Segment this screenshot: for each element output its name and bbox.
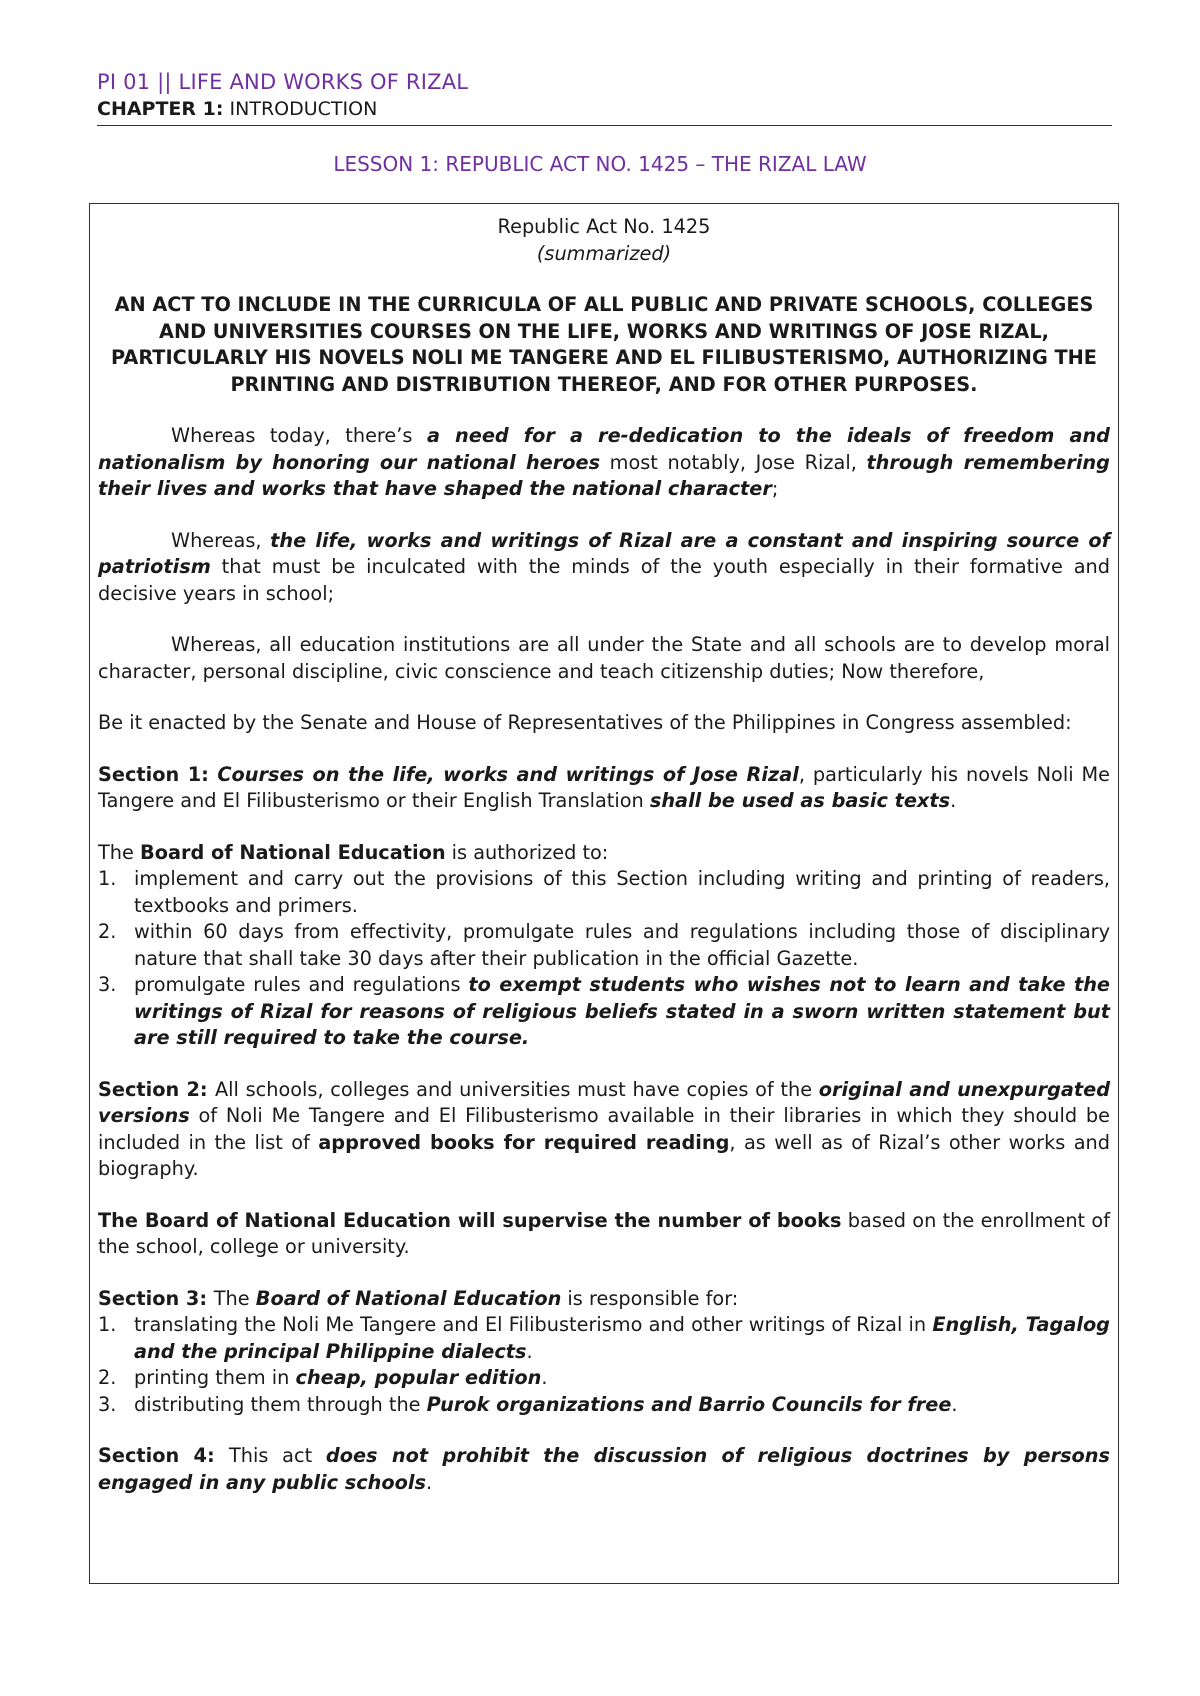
list-item: 2. printing them in cheap, popular edition. bbox=[98, 1366, 548, 1389]
list-item: 3. distributing them through the Purok organizations and Barrio Councils for free. bbox=[98, 1392, 958, 1416]
act-name: Republic Act No. 1425 bbox=[497, 215, 711, 238]
list-item: 1. translating the Noli Me Tangere and El Filibusterismo and other writings of Rizal in English, Tagalog and the principal Philippine dialects. bbox=[98, 1313, 1110, 1363]
board-authorization: The Board of National Education is authorized to: bbox=[98, 840, 609, 864]
list-item: 2. within 60 days from effectivity, promulgate rules and regulations including those of disciplinary nature that shall take 30 days after their publication in the official Gazette. bbox=[98, 920, 1110, 970]
section-4: Section 4: This act does not prohibit the discussion of religious doctrines by persons engaged in any public schools. bbox=[98, 1444, 1111, 1494]
section-1: Section 1: Courses on the life, works and writings of Jose Rizal, particularly his novels Noli Me Tangere and El Filibusterismo or their English Translation shall be used as basic texts. bbox=[98, 762, 1111, 812]
chapter-title: INTRODUCTION bbox=[229, 98, 378, 120]
enacting-clause: Be it enacted by the Senate and House of Representatives of the Philippines in Congress assembled: bbox=[98, 711, 1072, 734]
whereas-1: Whereas today, there’s a need for a re-dedication to the ideals of freedom and nationalism by honoring our national heroes most notably, Jose Rizal, through remembering their lives and works that have shaped the national character; bbox=[98, 424, 1110, 500]
whereas-3: Whereas, all education institutions are all under the State and all schools are to develop moral character, personal discipline, civic conscience and teach citizenship duties; Now therefore, bbox=[98, 633, 1110, 683]
chapter-heading bbox=[97, 98, 377, 120]
board-authorization-list bbox=[98, 866, 1110, 1052]
list-item: 3. promulgate rules and regulations to exempt students who wishes not to learn and take the writings of Rizal for reasons of religious beliefs stated in a sworn written statement but are still required to take the course. bbox=[98, 973, 1111, 1049]
chapter-label: CHAPTER 1: bbox=[97, 98, 224, 120]
act-note: (summarized) bbox=[536, 241, 672, 265]
list-item: 1. implement and carry out the provisions of this Section including writing and printing of readers, textbooks and primers. bbox=[98, 867, 1110, 917]
act-title: AN ACT TO INCLUDE IN THE CURRICULA OF ALL PUBLIC AND PRIVATE SCHOOLS, COLLEGES AND UNIVERSITIES COURSES ON THE LIFE, WORKS AND WRITINGS OF JOSE RIZAL, PARTICULARLY HIS NOVELS NOLI ME TANGERE AND EL FILIBUSTERISMO, AUTHORIZING THE PRINTING AND DISTRIBUTION THEREOF, AND FOR OTHER PURPOSES. bbox=[111, 293, 1097, 396]
section-3: Section 3: The Board of National Education is responsible for: bbox=[98, 1286, 739, 1310]
header-divider bbox=[97, 125, 1112, 126]
lesson-title: LESSON 1: REPUBLIC ACT NO. 1425 – THE RIZAL LAW bbox=[333, 152, 867, 176]
whereas-2: Whereas, the life, works and writings of Rizal are a constant and inspiring source of patriotism that must be inculcated with the minds of the youth especially in their formative and decisive years in school; bbox=[98, 528, 1110, 605]
supervision-clause: The Board of National Education will supervise the number of books based on the enrollment of the school, college or university. bbox=[98, 1208, 1110, 1258]
course-title: PI 01 || LIFE AND WORKS OF RIZAL bbox=[97, 70, 469, 94]
section-3-list bbox=[98, 1312, 1110, 1418]
section-2: Section 2: All schools, colleges and universities must have copies of the original and unexpurgated versions of Noli Me Tangere and El Filibusterismo available in their libraries in which they should be included in the list of approved books for required reading, as well as of Rizal’s other works and biography. bbox=[98, 1077, 1110, 1180]
act-summary-box bbox=[89, 203, 1119, 1584]
